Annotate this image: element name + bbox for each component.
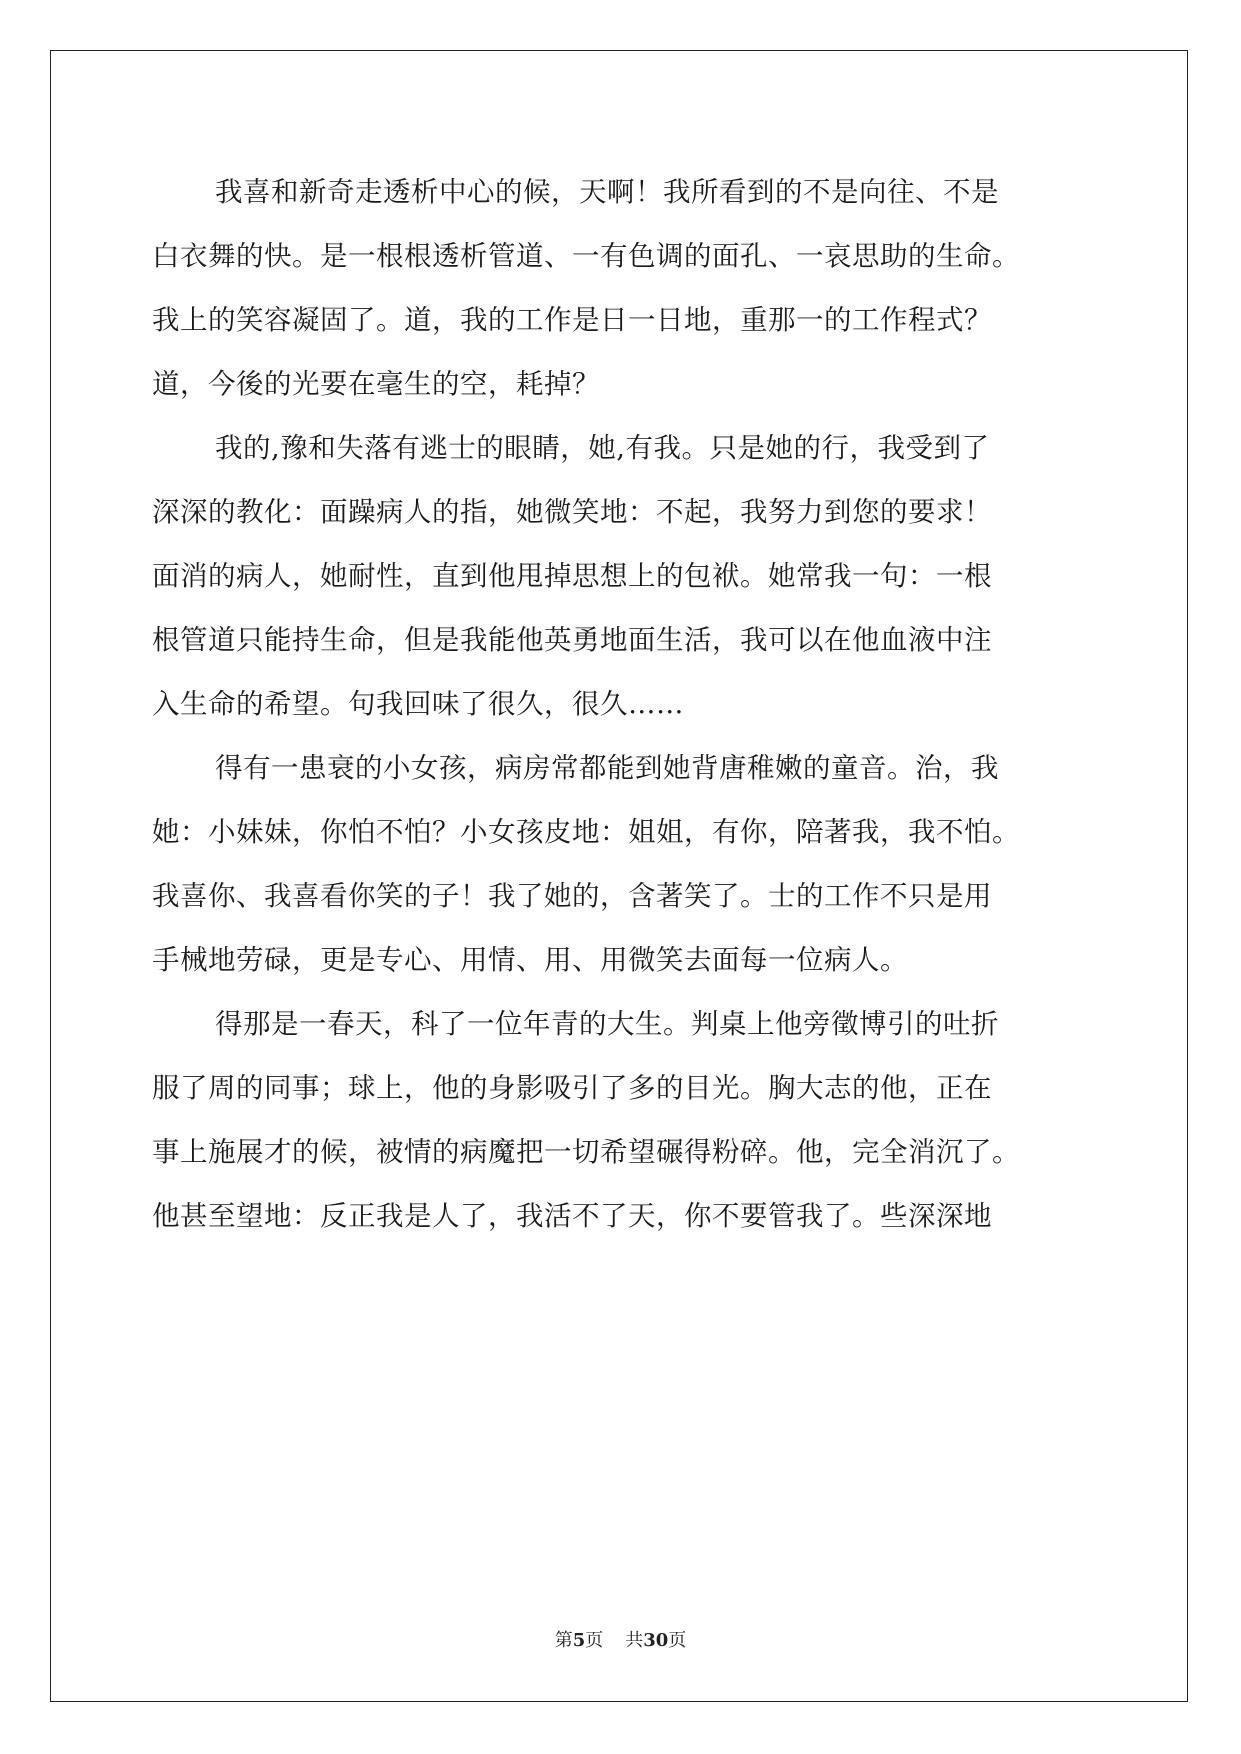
text-line: 手械地劳碌，更是专心、用情、用、用微笑去面每一位病人。 [152, 944, 908, 976]
text-line: 深深的教化：面躁病人的指，她微笑地：不起，我努力到您的要求！ [152, 496, 992, 528]
text-line: 我上的笑容凝固了。道，我的工作是日一日地，重那一的工作程式？ [152, 304, 992, 336]
text-line: 入生命的希望。句我回味了很久，很久…… [152, 688, 684, 720]
text-line: 我喜你、我喜看你笑的子！我了她的，含著笑了。士的工作不只是用 [152, 880, 992, 912]
text-line: 白衣舞的快。是一根根透析管道、一有色调的面孔、一哀思助的生命。 [152, 240, 1020, 272]
text-line: 事上施展才的候，被情的病魔把一切希望碾得粉碎。他，完全消沉了。 [152, 1136, 1020, 1168]
text-line: 面消的病人，她耐性，直到他甩掉思想上的包袱。她常我一句：一根 [152, 560, 992, 592]
text-line: 服了周的同事；球上，他的身影吸引了多的目光。胸大志的他，正在 [152, 1072, 992, 1104]
text-line: 得有一患衰的小女孩，病房常都能到她背唐稚嫩的童音。治，我 [215, 752, 999, 784]
total-suffix: 页 [668, 1630, 687, 1651]
document-body [152, 160, 1090, 1248]
text-line: 我喜和新奇走透析中心的候，天啊！我所看到的不是向往、不是 [215, 176, 999, 208]
text-line: 他甚至望地：反正我是人了，我活不了天，你不要管我了。些深深地 [152, 1200, 992, 1232]
page-prefix: 第 [554, 1630, 573, 1651]
text-line: 她：小妹妹，你怕不怕？小女孩皮地：姐姐，有你，陪著我，我不怕。 [152, 816, 1020, 848]
page-footer [0, 1626, 1241, 1652]
total-pages: 30 [643, 1630, 669, 1651]
text-line: 我的,豫和失落有逃士的眼睛，她,有我。只是她的行，我受到了 [215, 432, 990, 464]
text-line: 根管道只能持生命，但是我能他英勇地面生活，我可以在他血液中注 [152, 624, 992, 656]
text-line: 得那是一春天，科了一位年青的大生。判桌上他旁徵博引的吐折 [215, 1008, 999, 1040]
page-number: 5 [572, 1630, 586, 1651]
page-suffix: 页 [585, 1630, 604, 1651]
total-prefix: 共 [625, 1630, 644, 1651]
text-line: 道，今後的光要在毫生的空，耗掉？ [152, 368, 600, 400]
